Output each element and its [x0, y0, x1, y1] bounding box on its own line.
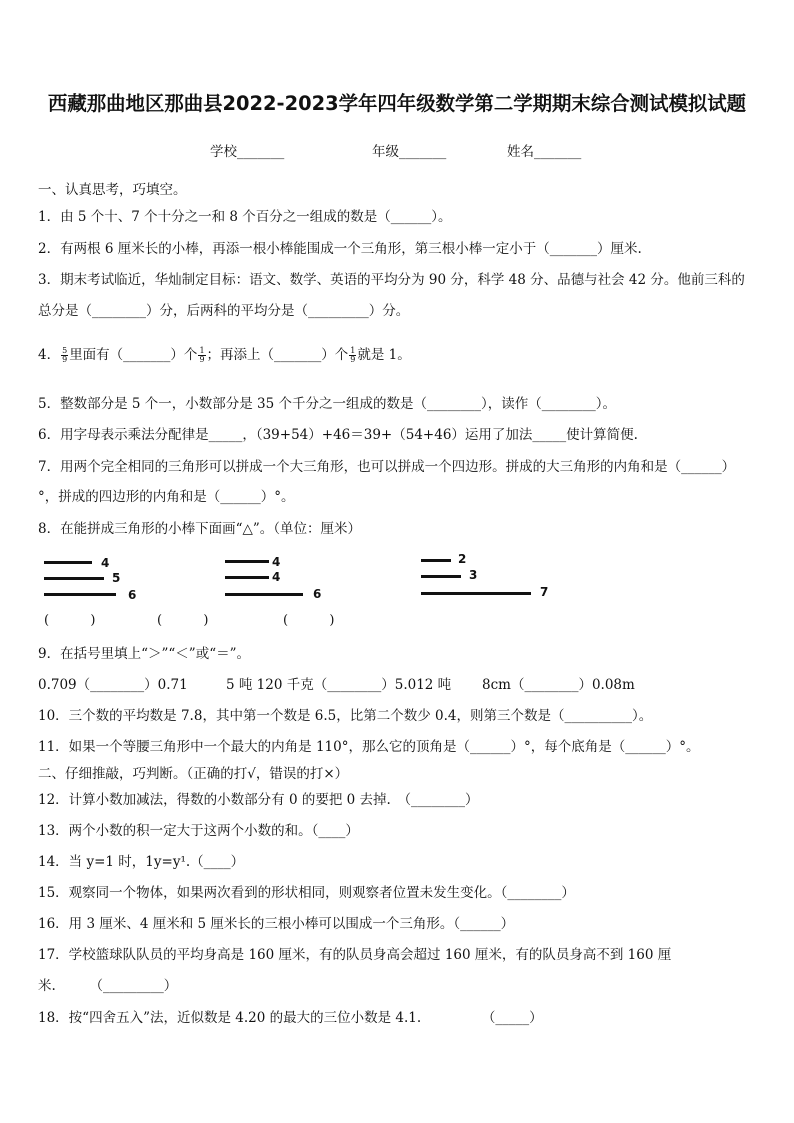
- school-field: 学校_______: [210, 144, 285, 160]
- stick-6cm: [225, 593, 303, 596]
- question-12: 12．计算小数加减法，得数的小数部分有 0 的要把 0 去掉. （________）: [38, 792, 479, 808]
- section-heading-1: 一、认真思考，巧填空。: [38, 182, 187, 198]
- stick-7cm: [421, 592, 531, 595]
- fraction-1-9: [198, 347, 205, 364]
- q4-part-1: 4．: [38, 347, 61, 363]
- answer-parentheses: ( ): [157, 613, 209, 628]
- question-2: 2．有两根 6 厘米长的小棒，再添一根小棒能围成一个三角形，第三根小棒一定小于（_______）厘米.: [38, 241, 642, 257]
- q4-part-3: ；再添上（_______）个: [206, 347, 349, 363]
- stick-label: 5: [112, 571, 121, 585]
- stick-5cm: [44, 577, 104, 580]
- fraction-denominator: 9: [199, 355, 205, 364]
- question-17-line-1: 17．学校篮球队队员的平均身高是 160 厘米，有的队员身高会超过 160 厘米，有的队员身高不到 160 厘: [38, 947, 672, 963]
- question-9: 9．在括号里填上“＞”“＜”或“＝”。: [38, 646, 250, 662]
- answer-parentheses: ( ): [283, 613, 335, 628]
- stick-label: 4: [272, 570, 281, 584]
- question-9-item-b: 5 吨 120 千克（________）5.012 吨: [226, 677, 452, 693]
- name-field: 姓名_______: [507, 144, 582, 160]
- question-11: 11．如果一个等腰三角形中一个最大的内角是 110°，那么它的顶角是（______）°，每个底角是（______）°。: [38, 739, 700, 755]
- stick-label: 2: [458, 552, 467, 566]
- stick-label: 4: [272, 555, 281, 569]
- question-9-item-a: 0.709（________）0.71: [38, 677, 188, 693]
- question-1: 1．由 5 个十、7 个十分之一和 8 个百分之一组成的数是（______）。: [38, 209, 452, 225]
- stick-4cm: [44, 561, 92, 564]
- fraction-numerator: 5: [62, 346, 68, 355]
- question-15: 15．观察同一个物体，如果两次看到的形状相同，则观察者位置未发生变化。（________）: [38, 885, 575, 901]
- fraction-1-9: [349, 347, 356, 364]
- stick-label: 3: [469, 568, 478, 582]
- stick-2cm: [421, 559, 451, 562]
- stick-4cm: [225, 576, 269, 579]
- section-heading-2: 二、仔细推敲，巧判断。（正确的打√，错误的打×）: [38, 766, 349, 782]
- question-10: 10．三个数的平均数是 7.8，其中第一个数是 6.5，比第二个数少 0.4，则第三个数是（__________）。: [38, 708, 653, 724]
- stick-label: 4: [101, 556, 110, 570]
- stick-label: 7: [540, 585, 549, 599]
- question-3-line-1: 3．期末考试临近，华灿制定目标：语文、数学、英语的平均分为 90 分，科学 48 分、品德与社会 42 分。他前三科的: [38, 272, 745, 288]
- q4-part-2: 里面有（_______）个: [69, 347, 198, 363]
- fraction-5-9: [61, 347, 68, 364]
- answer-parentheses: ( ): [44, 613, 96, 628]
- question-7-line-1: 7．用两个完全相同的三角形可以拼成一个大三角形，也可以拼成一个四边形。拼成的大三角形的内角和是（______）: [38, 459, 736, 475]
- question-9-item-c: 8cm（________）0.08m: [482, 677, 635, 693]
- question-4: [38, 346, 411, 364]
- stick-label: 6: [313, 587, 322, 601]
- stick-3cm: [421, 575, 461, 578]
- question-6: 6．用字母表示乘法分配律是_____，（39+54）+46＝39+（54+46）运用了加法_____使计算简便.: [38, 427, 638, 443]
- question-8: 8．在能拼成三角形的小棒下面画“△”。（单位：厘米）: [38, 521, 362, 537]
- fraction-denominator: 9: [62, 355, 68, 364]
- question-5: 5．整数部分是 5 个一，小数部分是 35 个千分之一组成的数是（________），读作（________）。: [38, 396, 617, 412]
- question-17-line-2: 米. （_________）: [38, 978, 178, 994]
- question-14: 14．当 y=1 时，1y=y¹.（____）: [38, 854, 245, 870]
- q4-part-4: 就是 1。: [357, 347, 411, 363]
- question-18: 18．按“四舍五入”法，近似数是 4.20 的最大的三位小数是 4.1. （_____）: [38, 1010, 543, 1026]
- stick-6cm: [44, 593, 116, 596]
- grade-field: 年级_______: [372, 144, 447, 160]
- fraction-numerator: 1: [199, 346, 205, 355]
- question-7-line-2: °，拼成的四边形的内角和是（______）°。: [38, 489, 295, 505]
- question-13: 13．两个小数的积一定大于这两个小数的和。（____）: [38, 823, 359, 839]
- stick-4cm: [225, 560, 269, 563]
- question-16: 16．用 3 厘米、4 厘米和 5 厘米长的三根小棒可以围成一个三角形。（______）: [38, 916, 515, 932]
- stick-label: 6: [128, 588, 137, 602]
- question-3-line-2: 总分是（________）分，后两科的平均分是（_________）分。: [38, 303, 410, 319]
- fraction-numerator: 1: [350, 346, 356, 355]
- fraction-denominator: 9: [350, 355, 356, 364]
- exam-title: 西藏那曲地区那曲县2022-2023学年四年级数学第二学期期末综合测试模拟试题: [47, 92, 747, 115]
